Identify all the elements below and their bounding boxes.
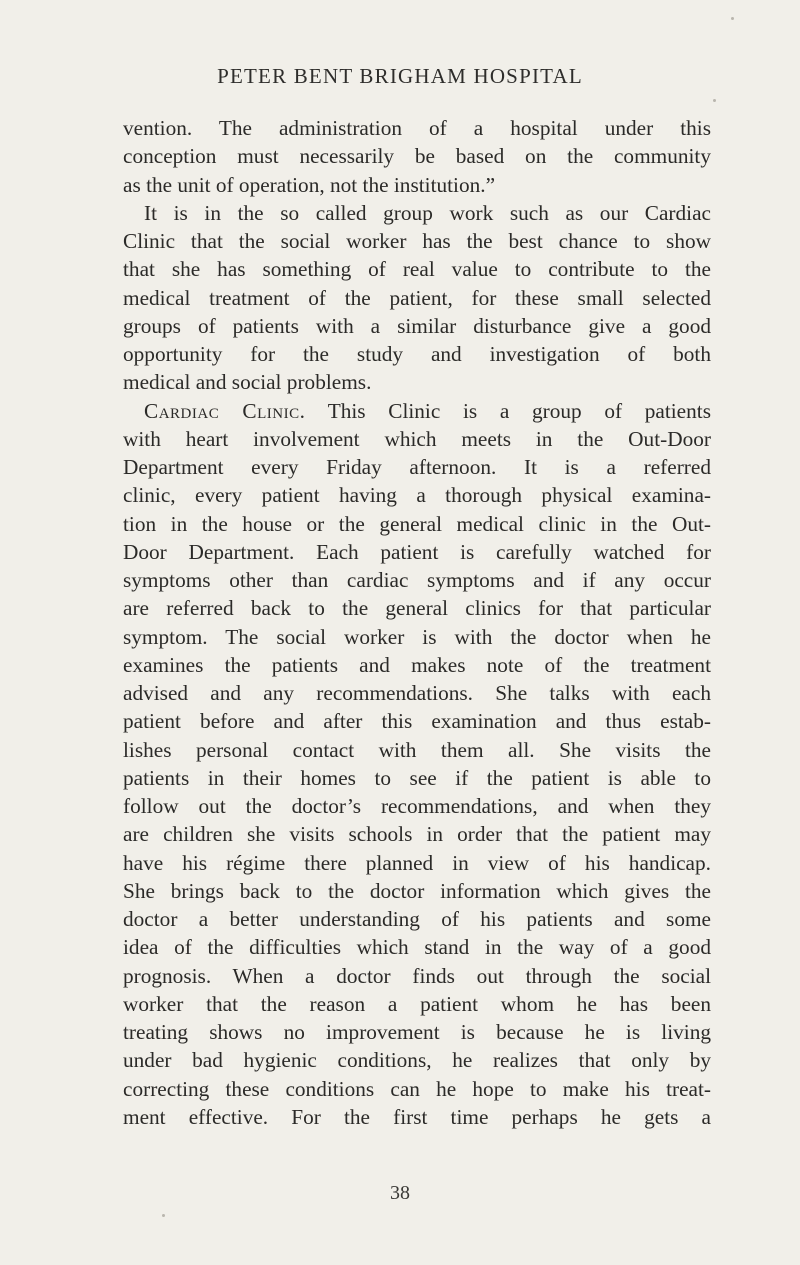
text-line: medical and social problems.: [123, 370, 372, 395]
text-line: correcting these conditions can he hope to make his treat-: [123, 1076, 711, 1101]
text-line: clinic, every patient having a thorough physical examina-: [123, 483, 711, 508]
text-line: doctor a better understanding of his patients and some: [123, 907, 711, 931]
paper-speck: [162, 1214, 165, 1217]
text-line: under bad hygienic conditions, he realizes that only by: [123, 1048, 711, 1073]
text-line: lishes personal contact with them all. She visits the: [123, 737, 711, 762]
page-number: 38: [390, 1182, 410, 1204]
text-line: tion in the house or the general medical clinic in the Out-: [123, 511, 711, 536]
text-line: as the unit of operation, not the institution.”: [123, 172, 496, 197]
text-line: treating shows no improvement is because he is living: [123, 1020, 711, 1044]
running-head: PETER BENT BRIGHAM HOSPITAL: [217, 64, 583, 88]
section-heading: Cardiac Clinic.: [144, 398, 306, 423]
paper-speck: [713, 99, 716, 102]
text-line: are referred back to the general clinics for that particular: [123, 596, 711, 621]
text-line: Clinic that the social worker has the best chance to show: [123, 229, 711, 253]
text-line: ment effective. For the first time perhaps he gets a: [123, 1104, 711, 1129]
text-line: groups of patients with a similar disturbance give a good: [123, 313, 711, 338]
text-line: She brings back to the doctor information which gives the: [123, 878, 711, 903]
text-line: patient before and after this examination and thus estab-: [123, 709, 711, 734]
paper-speck: [731, 17, 734, 20]
text-line: It is in the so called group work such as our Cardiac: [144, 200, 711, 225]
text-line: medical treatment of the patient, for these small selected: [123, 285, 711, 310]
text-line: worker that the reason a patient whom he has been: [123, 991, 711, 1016]
text-run: This Clinic is a group of patients: [327, 398, 711, 423]
text-line: idea of the difficulties which stand in the way of a good: [123, 935, 711, 960]
text-line: conception must necessarily be based on the community: [123, 144, 711, 169]
text-line: Department every Friday afternoon. It is a referred: [123, 455, 711, 479]
text-line: have his régime there planned in view of his handicap.: [123, 850, 711, 875]
text-line: prognosis. When a doctor finds out through the social: [123, 963, 711, 988]
text-line: that she has something of real value to contribute to the: [123, 257, 711, 282]
text-line: vention. The administration of a hospital under this: [123, 116, 711, 140]
text-line: [123, 397, 711, 425]
text-line: follow out the doctor’s recommendations, and when they: [123, 794, 711, 818]
text-line: Door Department. Each patient is carefully watched for: [123, 539, 711, 564]
text-line: with heart involvement which meets in the Out-Door: [123, 426, 711, 451]
text-line: symptoms other than cardiac symptoms and if any occur: [123, 568, 711, 592]
text-line: advised and any recommendations. She talks with each: [123, 681, 711, 705]
body-text: [123, 114, 711, 1131]
text-line: examines the patients and makes note of the treatment: [123, 652, 711, 677]
text-line: symptom. The social worker is with the doctor when he: [123, 624, 711, 649]
text-line: are children she visits schools in order that the patient may: [123, 822, 711, 847]
text-line: patients in their homes to see if the patient is able to: [123, 765, 711, 790]
text-line: opportunity for the study and investigation of both: [123, 342, 711, 366]
